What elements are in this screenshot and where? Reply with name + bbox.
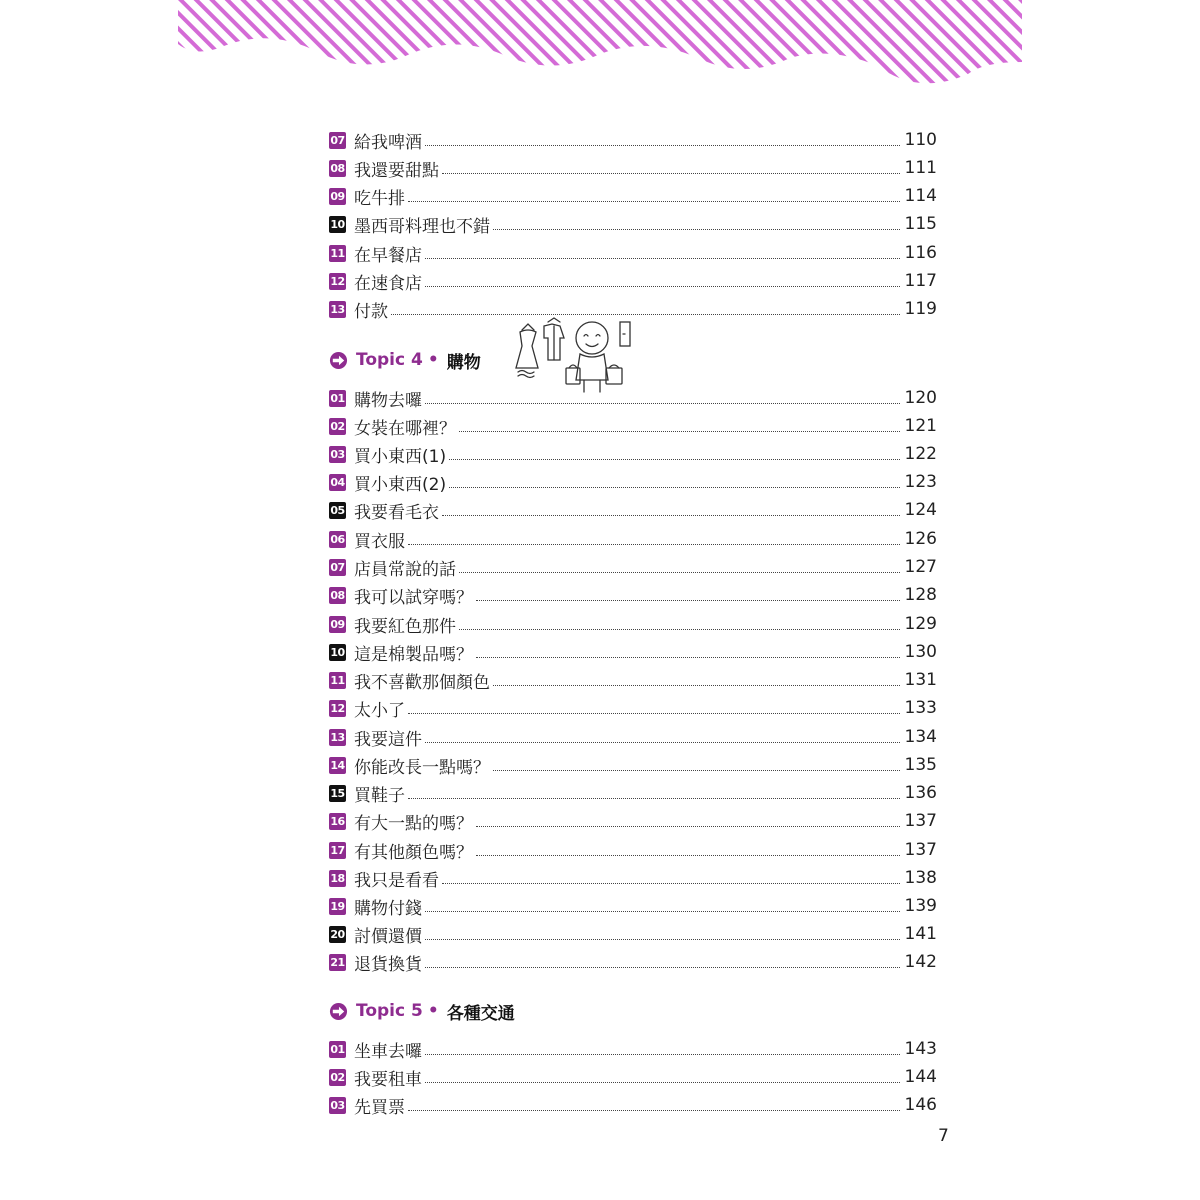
entry-page-number: 137 — [904, 811, 937, 831]
dot-leader — [408, 544, 900, 545]
arrow-circle-icon — [329, 1002, 348, 1021]
entry-title: 先買票 — [354, 1097, 405, 1118]
dot-leader — [442, 173, 900, 174]
entry-number-badge: 18 — [330, 871, 345, 885]
entry-page-number: 114 — [904, 186, 937, 206]
dot-leader — [391, 314, 900, 315]
entry-number-badge: 08 — [330, 161, 345, 175]
entry-page-number: 116 — [904, 243, 937, 263]
topic-title: 各種交通 — [446, 1003, 515, 1024]
entry-title: 我只是看看 — [354, 870, 439, 891]
dot-leader — [476, 600, 900, 601]
entry-page-number: 121 — [904, 416, 937, 436]
entry-page-number: 141 — [904, 924, 937, 944]
entry-title: 買鞋子 — [354, 785, 405, 806]
dot-leader — [442, 515, 900, 516]
toc-entry[interactable] — [329, 1036, 937, 1062]
entry-page-number: 139 — [904, 896, 937, 916]
entry-title: 給我啤酒 — [354, 132, 422, 153]
entry-number-badge: 19 — [330, 899, 345, 913]
dot-leader — [425, 911, 900, 912]
topic-heading[interactable] — [329, 346, 481, 374]
toc-entry[interactable] — [329, 1092, 937, 1118]
toc-entry[interactable] — [329, 155, 937, 181]
entry-title: 這是棉製品嗎？ — [354, 644, 473, 665]
entry-title: 女裝在哪裡？ — [354, 418, 456, 439]
entry-page-number: 143 — [904, 1039, 937, 1059]
entry-number-badge: 13 — [330, 730, 345, 744]
dot-leader — [425, 967, 900, 968]
toc-entry[interactable] — [329, 865, 937, 891]
entry-page-number: 142 — [904, 952, 937, 972]
entry-number-badge: 08 — [330, 588, 345, 602]
toc-entry[interactable] — [329, 837, 937, 863]
entry-number-badge: 12 — [330, 274, 345, 288]
entry-title: 坐車去囉 — [354, 1041, 422, 1062]
entry-page-number: 131 — [904, 670, 937, 690]
topic-label: Topic 4 — [356, 350, 423, 370]
entry-title: 退貨換貨 — [354, 954, 422, 975]
entry-number-badge: 02 — [330, 419, 345, 433]
toc-entry[interactable] — [329, 554, 937, 580]
toc-entry[interactable] — [329, 611, 937, 637]
entry-number-badge: 20 — [330, 927, 345, 941]
entry-page-number: 133 — [904, 698, 937, 718]
entry-number-badge: 17 — [330, 843, 345, 857]
entry-title: 購物付錢 — [354, 898, 422, 919]
dot-leader — [425, 145, 900, 146]
dot-leader — [493, 770, 900, 771]
entry-page-number: 126 — [904, 529, 937, 549]
entry-number-badge: 03 — [330, 447, 345, 461]
entry-number-badge: 13 — [330, 302, 345, 316]
entry-number-badge: 09 — [330, 617, 345, 631]
entry-page-number: 117 — [904, 271, 937, 291]
entry-title: 我要紅色那件 — [354, 616, 456, 637]
dot-leader — [476, 657, 900, 658]
entry-title: 買小東西(2) — [354, 474, 447, 495]
entry-page-number: 137 — [904, 840, 937, 860]
entry-page-number: 110 — [904, 130, 937, 150]
dot-leader — [476, 855, 900, 856]
entry-title: 購物去囉 — [354, 390, 422, 411]
dot-leader — [425, 403, 900, 404]
topic-separator: • — [427, 350, 439, 370]
entry-page-number: 111 — [904, 158, 937, 178]
entry-title: 買衣服 — [354, 531, 405, 552]
dot-leader — [425, 1082, 900, 1083]
topic-title: 購物 — [446, 352, 481, 373]
toc-entry[interactable] — [329, 127, 937, 153]
toc-entry[interactable] — [329, 752, 937, 778]
topic-heading[interactable] — [329, 997, 515, 1025]
dot-leader — [449, 459, 900, 460]
entry-title: 我可以試穿嗎？ — [354, 587, 473, 608]
entry-number-badge: 06 — [330, 532, 345, 546]
dot-leader — [425, 939, 900, 940]
entry-number-badge: 21 — [330, 955, 345, 969]
entry-page-number: 128 — [904, 585, 937, 605]
dot-leader — [425, 742, 900, 743]
entry-number-badge: 14 — [330, 758, 345, 772]
entry-number-badge: 03 — [330, 1098, 345, 1112]
toc-entry[interactable] — [329, 413, 937, 439]
page-number: 7 — [938, 1126, 949, 1146]
entry-title: 墨西哥料理也不錯 — [354, 216, 490, 237]
dot-leader — [425, 286, 900, 287]
entry-title: 我要這件 — [354, 729, 422, 750]
entry-number-badge: 07 — [330, 560, 345, 574]
entry-number-badge: 16 — [330, 814, 345, 828]
entry-number-badge: 09 — [330, 189, 345, 203]
toc-entry[interactable] — [329, 893, 937, 919]
dot-leader — [425, 258, 900, 259]
toc-entry[interactable] — [329, 780, 937, 806]
dot-leader — [408, 201, 900, 202]
entry-number-badge: 01 — [330, 1042, 345, 1056]
entry-page-number: 124 — [904, 500, 937, 520]
toc-entry[interactable] — [329, 1064, 937, 1090]
toc-entry[interactable] — [329, 695, 937, 721]
entry-title: 買小東西(1) — [354, 446, 447, 467]
entry-page-number: 134 — [904, 727, 937, 747]
toc-entry[interactable] — [329, 582, 937, 608]
entry-title: 太小了 — [354, 700, 405, 721]
dot-leader — [459, 629, 900, 630]
toc-entry[interactable] — [329, 497, 937, 523]
entry-number-badge: 04 — [330, 475, 345, 489]
entry-number-badge: 02 — [330, 1070, 345, 1084]
dot-leader — [476, 826, 900, 827]
entry-page-number: 120 — [904, 388, 937, 408]
entry-number-badge: 07 — [330, 133, 345, 147]
entry-page-number: 123 — [904, 472, 937, 492]
entry-title: 有大一點的嗎？ — [354, 813, 473, 834]
entry-page-number: 144 — [904, 1067, 937, 1087]
entry-title: 討價還價 — [354, 926, 422, 947]
entry-number-badge: 11 — [330, 673, 345, 687]
toc-entry[interactable] — [329, 921, 937, 947]
entry-number-badge: 15 — [330, 786, 345, 800]
entry-number-badge: 10 — [330, 217, 345, 231]
dot-leader — [408, 1110, 900, 1111]
entry-title: 我要租車 — [354, 1069, 422, 1090]
entry-title: 我不喜歡那個顏色 — [354, 672, 490, 693]
entry-page-number: 115 — [904, 214, 937, 234]
dot-leader — [442, 883, 900, 884]
entry-title: 吃牛排 — [354, 188, 405, 209]
entry-page-number: 136 — [904, 783, 937, 803]
entry-page-number: 146 — [904, 1095, 937, 1115]
entry-page-number: 135 — [904, 755, 937, 775]
entry-page-number: 122 — [904, 444, 937, 464]
entry-title: 付款 — [354, 301, 388, 322]
entry-title: 有其他顏色嗎？ — [354, 842, 473, 863]
dot-leader — [459, 431, 900, 432]
entry-page-number: 127 — [904, 557, 937, 577]
toc-entry[interactable] — [329, 667, 937, 693]
entry-page-number: 138 — [904, 868, 937, 888]
dot-leader — [408, 798, 900, 799]
entry-title: 我要看毛衣 — [354, 502, 439, 523]
dot-leader — [408, 713, 900, 714]
entry-number-badge: 05 — [330, 503, 345, 517]
dot-leader — [449, 487, 900, 488]
entry-title: 店員常說的話 — [354, 559, 456, 580]
entry-page-number: 130 — [904, 642, 937, 662]
entry-page-number: 129 — [904, 614, 937, 634]
toc-entry[interactable] — [329, 240, 937, 266]
toc-entry[interactable] — [329, 183, 937, 209]
dot-leader — [425, 1054, 900, 1055]
entry-title: 你能改長一點嗎？ — [354, 757, 490, 778]
entry-number-badge: 12 — [330, 701, 345, 715]
topic-label: Topic 5 — [356, 1001, 423, 1021]
toc-entry[interactable] — [329, 808, 937, 834]
topic-separator: • — [427, 1001, 439, 1021]
entry-title: 我還要甜點 — [354, 160, 439, 181]
dot-leader — [493, 229, 900, 230]
dot-leader — [459, 572, 900, 573]
entry-number-badge: 10 — [330, 645, 345, 659]
toc-entry[interactable] — [329, 441, 937, 467]
striped-header-decoration — [178, 0, 1022, 90]
toc-entry[interactable] — [329, 526, 937, 552]
entry-title: 在早餐店 — [354, 245, 422, 266]
toc-entry[interactable] — [329, 724, 937, 750]
dot-leader — [493, 685, 900, 686]
entry-page-number: 119 — [904, 299, 937, 319]
toc-entry[interactable] — [329, 639, 937, 665]
toc-entry[interactable] — [329, 469, 937, 495]
entry-number-badge: 01 — [330, 391, 345, 405]
toc-entry[interactable] — [329, 268, 937, 294]
entry-title: 在速食店 — [354, 273, 422, 294]
shopping-illustration — [508, 316, 636, 396]
entry-number-badge: 11 — [330, 246, 345, 260]
toc-entry[interactable] — [329, 949, 937, 975]
arrow-circle-icon — [329, 351, 348, 370]
toc-entry[interactable] — [329, 211, 937, 237]
